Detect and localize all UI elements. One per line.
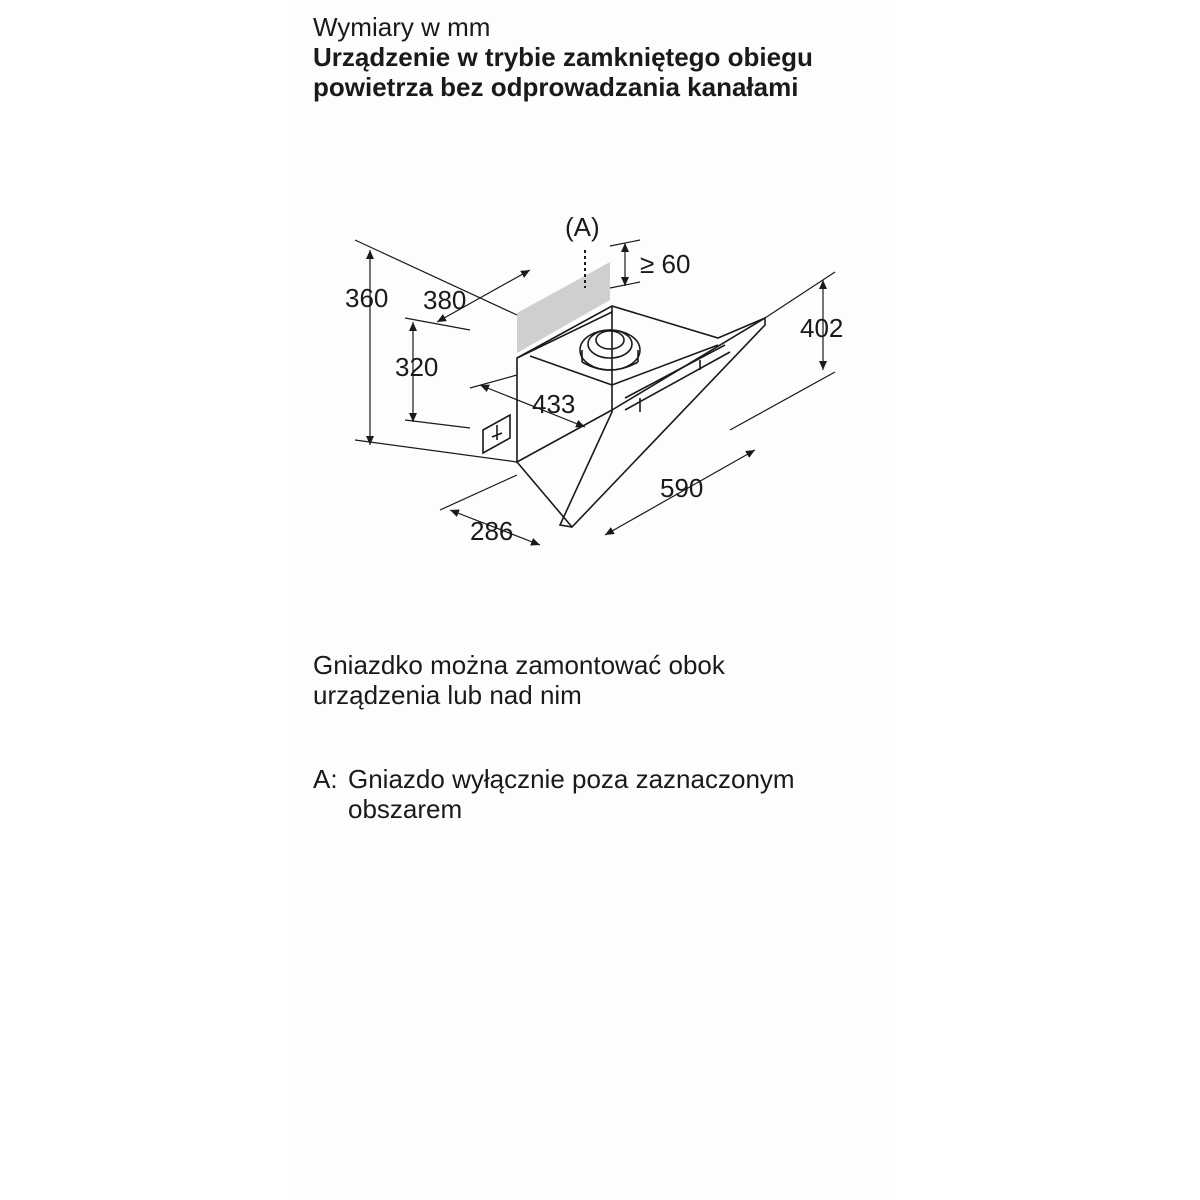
- dim-depth-top: 380: [423, 285, 467, 315]
- dim-front-height: 402: [800, 313, 844, 343]
- fan-motor-icon: [580, 330, 640, 370]
- legend-text-line-1: Gniazdo wyłącznie poza zaznaczonym: [348, 764, 795, 794]
- zone-label: (A): [565, 212, 600, 242]
- dim-height-back: 320: [395, 352, 439, 382]
- socket-icon: [483, 415, 510, 453]
- socket-note-line-1: Gniazdko można zamontować obok: [313, 650, 725, 680]
- legend-key: A:: [313, 764, 338, 794]
- socket-note-line-2: urządzenia lub nad nim: [313, 680, 582, 710]
- dim-width: 590: [660, 473, 704, 503]
- dim-total-height: 360: [345, 283, 389, 313]
- title-line-1: Urządzenie w trybie zamkniętego obiegu: [313, 42, 813, 72]
- dim-depth-inner: 433: [532, 389, 576, 419]
- units-caption: Wymiary w mm: [313, 12, 491, 42]
- dim-depth-bottom: 286: [470, 516, 514, 546]
- legend-text-line-2: obszarem: [348, 794, 463, 824]
- dim-clearance-top: ≥ 60: [640, 249, 691, 279]
- title-line-2: powietrza bez odprowadzania kanałami: [313, 72, 799, 102]
